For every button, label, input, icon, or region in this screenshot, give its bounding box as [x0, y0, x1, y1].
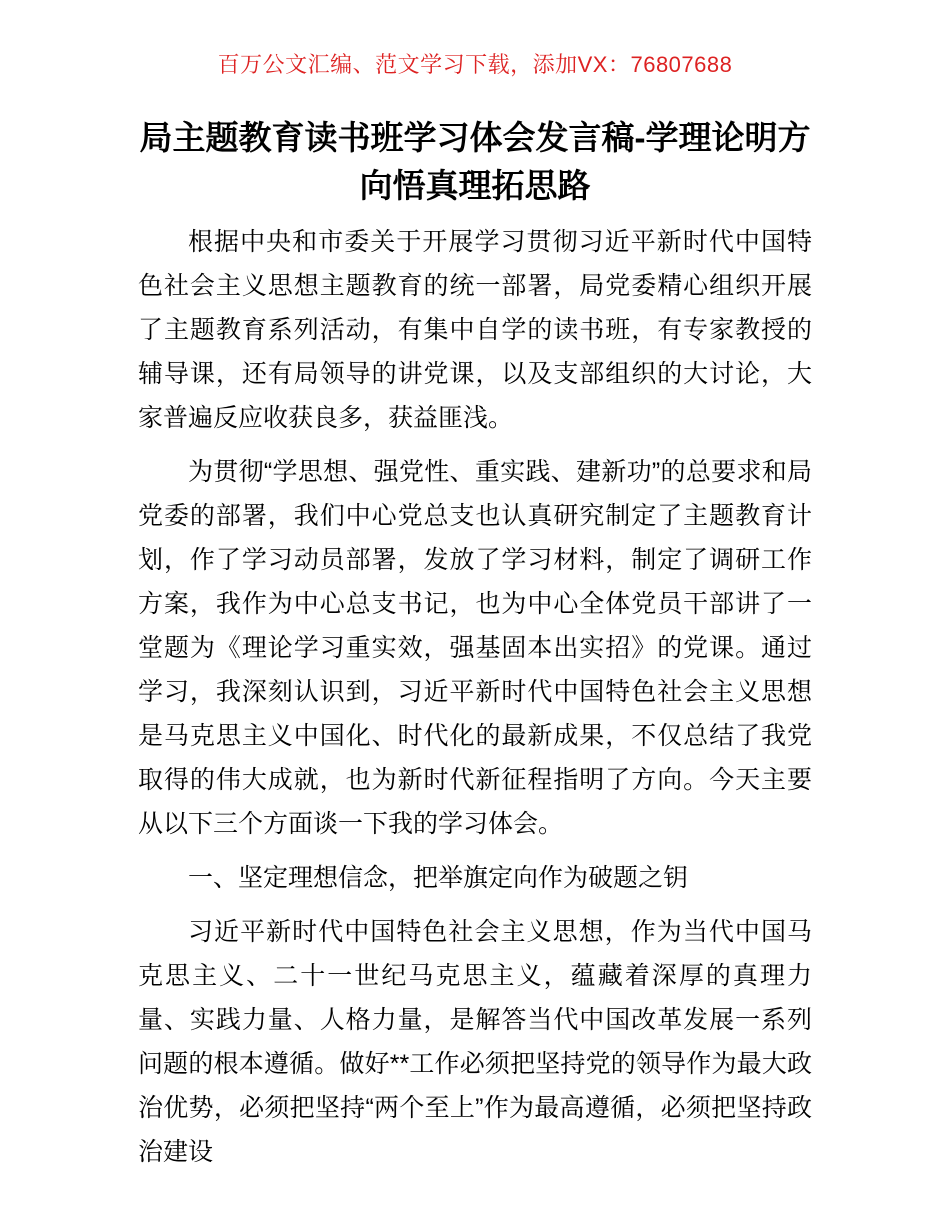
- paragraph: 习近平新时代中国特色社会主义思想，作为当代中国马克思主义、二十一世纪马克思主义，蕴藏着深厚的真理力量、实践力量、人格力量，是解答当代中国改革发展一系列问题的根本遵循。做好**工作必须把坚持党的领导作为最大政治优势，必须把坚持“两个至上”作为最高遵循，必须把坚持政治建设: [138, 918, 812, 1166]
- section-heading: 一、坚定理想信念，把举旗定向作为破题之钥: [188, 864, 689, 892]
- paragraph: 为贯彻“学思想、强党性、重实践、建新功”的总要求和局党委的部署，我们中心党总支也认真研究制定了主题教育计划，作了学习动员部署，发放了学习材料，制定了调研工作方案，我作为中心总支书记，也为中心全体党员干部讲了一堂题为《理论学习重实效，强基固本出实招》的党课。通过学习，我深刻认识到，习近平新时代中国特色社会主义思想是马克思主义中国化、时代化的最新成果，不仅总结了我党取得的伟大成就，也为新时代新征程指明了方向。今天主要从以下三个方面谈一下我的学习体会。: [138, 458, 812, 838]
- promo-banner: 百万公文汇编、范文学习下载，添加VX：76807688: [217, 52, 733, 77]
- paragraph: 根据中央和市委关于开展学习贯彻习近平新时代中国特色社会主义思想主题教育的统一部署，局党委精心组织开展了主题教育系列活动，有集中自学的读书班，有专家教授的辅导课，还有局领导的讲党课，以及支部组织的大讨论，大家普遍反应收获良多，获益匪浅。: [138, 228, 812, 432]
- document-body: [138, 220, 812, 1174]
- document-title: 局主题教育读书班学习体会发言稿-学理论明方向悟真理拓思路: [139, 119, 811, 204]
